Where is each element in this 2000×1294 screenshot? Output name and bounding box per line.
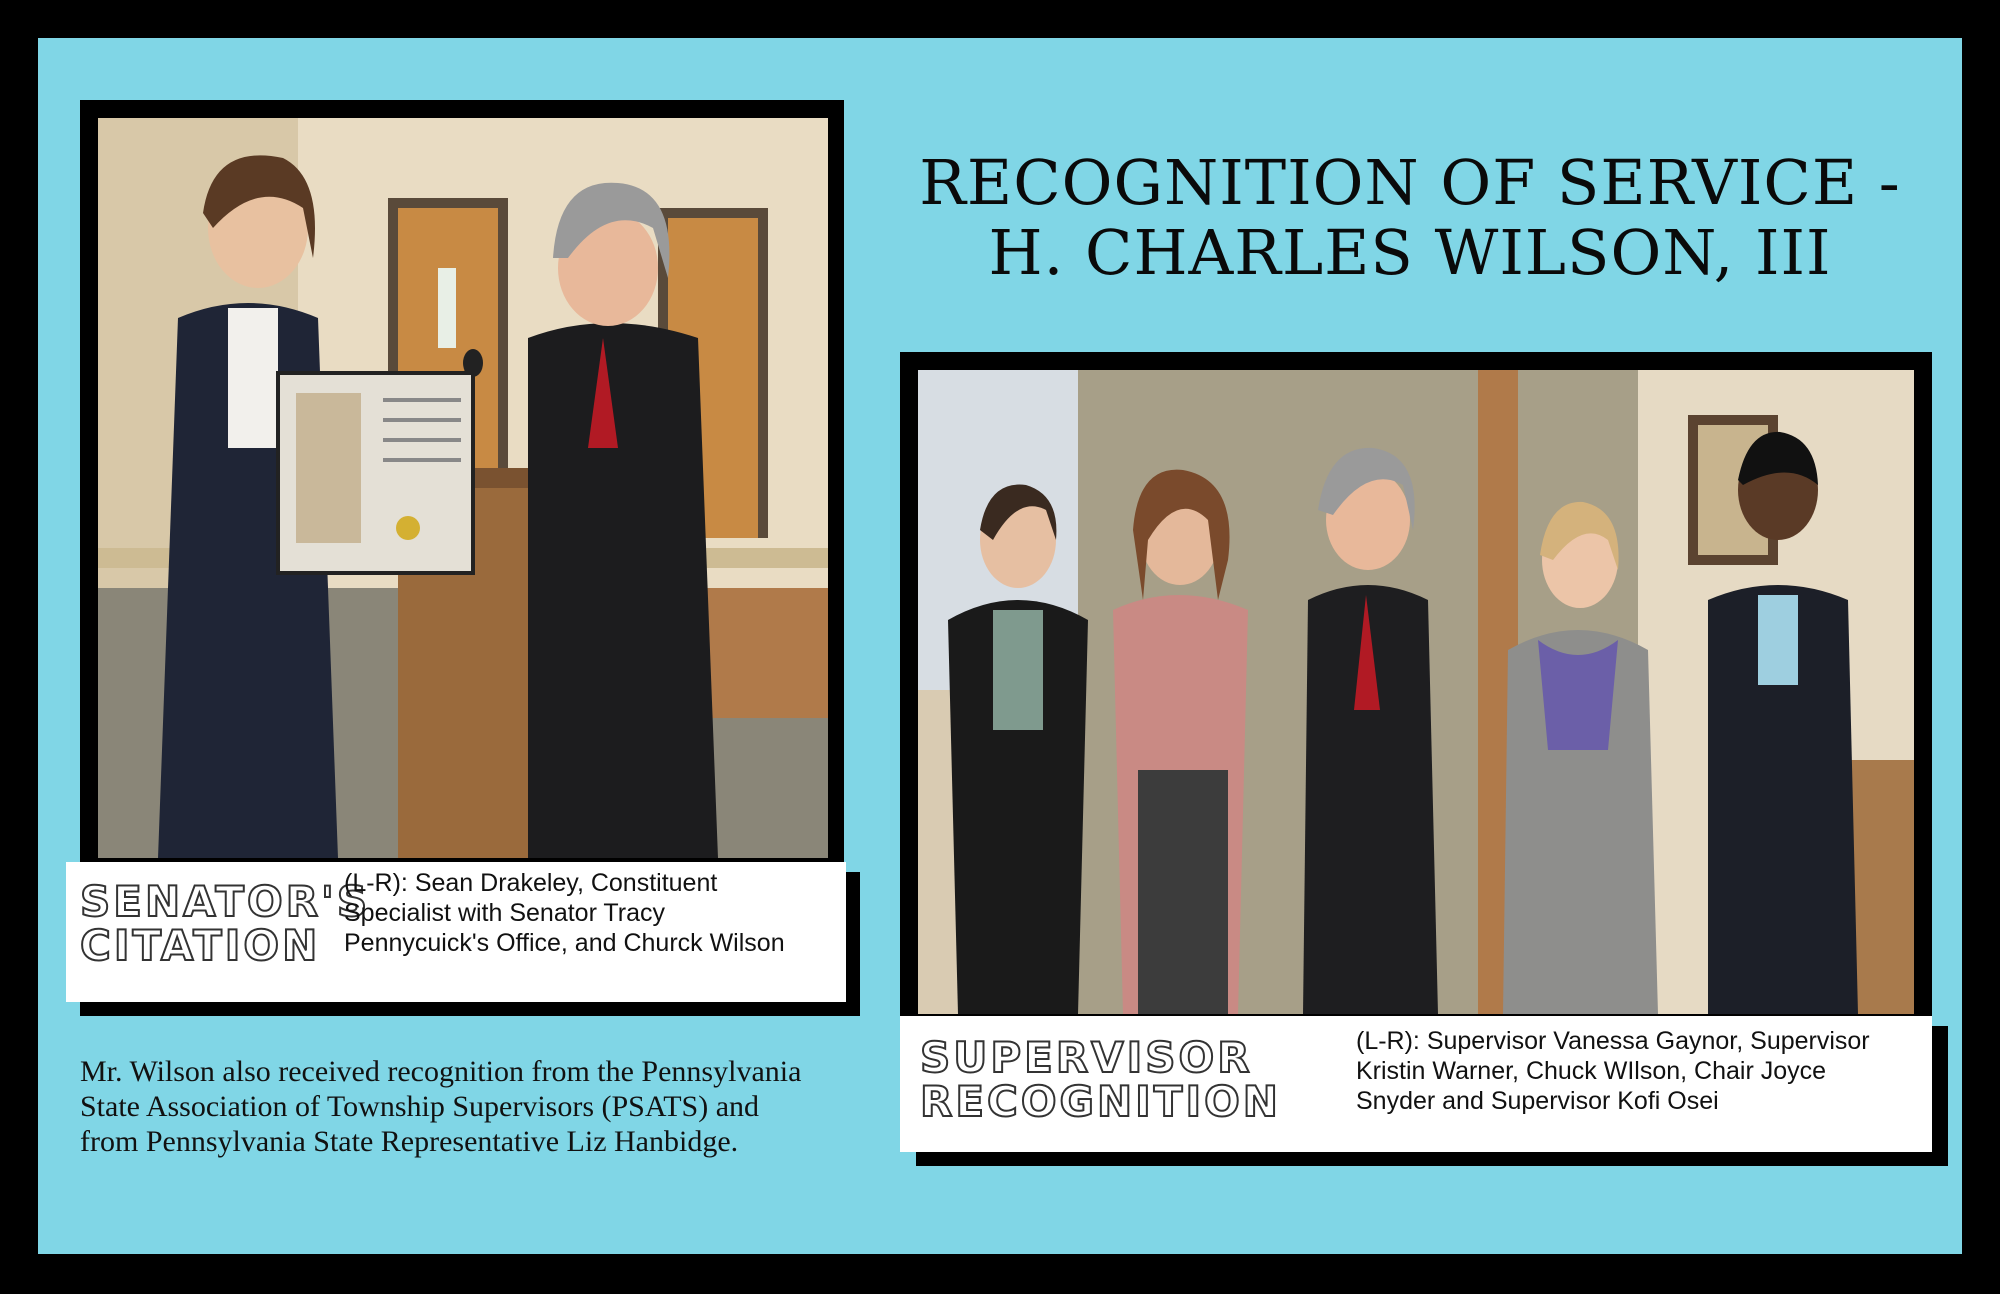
supervisor-caption: (L-R): Supervisor Vanessa Gaynor, Supervisor Kristin Warner, Chuck WIlson, Chair Joyce Snyder and Supervisor Kofi Osei <box>1356 1027 1870 1115</box>
title-line-1: RECOGNITION OF SERVICE - <box>919 146 1901 219</box>
page-title <box>880 148 1940 288</box>
recognition-paragraph: Mr. Wilson also received recognition from the Pennsylvania State Association of Township Supervisors (PSATS) and from Pennsylvania State Representative Liz Hanbidge. <box>80 1055 802 1158</box>
citation-photo <box>98 118 828 858</box>
citation-label <box>80 877 371 970</box>
citation-caption: (L-R): Sean Drakeley, Constituent Specialist with Senator Tracy Pennycuick's Office, and Churck Wilson <box>344 869 785 957</box>
supervisor-label-line-2: RECOGNITION <box>920 1077 1281 1126</box>
title-line-2: H. CHARLES WILSON, III <box>988 216 1832 289</box>
citation-label-line-1: SENATOR'S <box>80 877 371 926</box>
citation-caption-box <box>66 862 846 1002</box>
supervisor-caption-box <box>900 1016 1932 1152</box>
supervisor-label <box>920 1033 1281 1126</box>
supervisor-photo <box>918 370 1914 1014</box>
citation-label-line-2: CITATION <box>80 921 321 970</box>
supervisor-label-line-1: SUPERVISOR <box>920 1033 1253 1082</box>
